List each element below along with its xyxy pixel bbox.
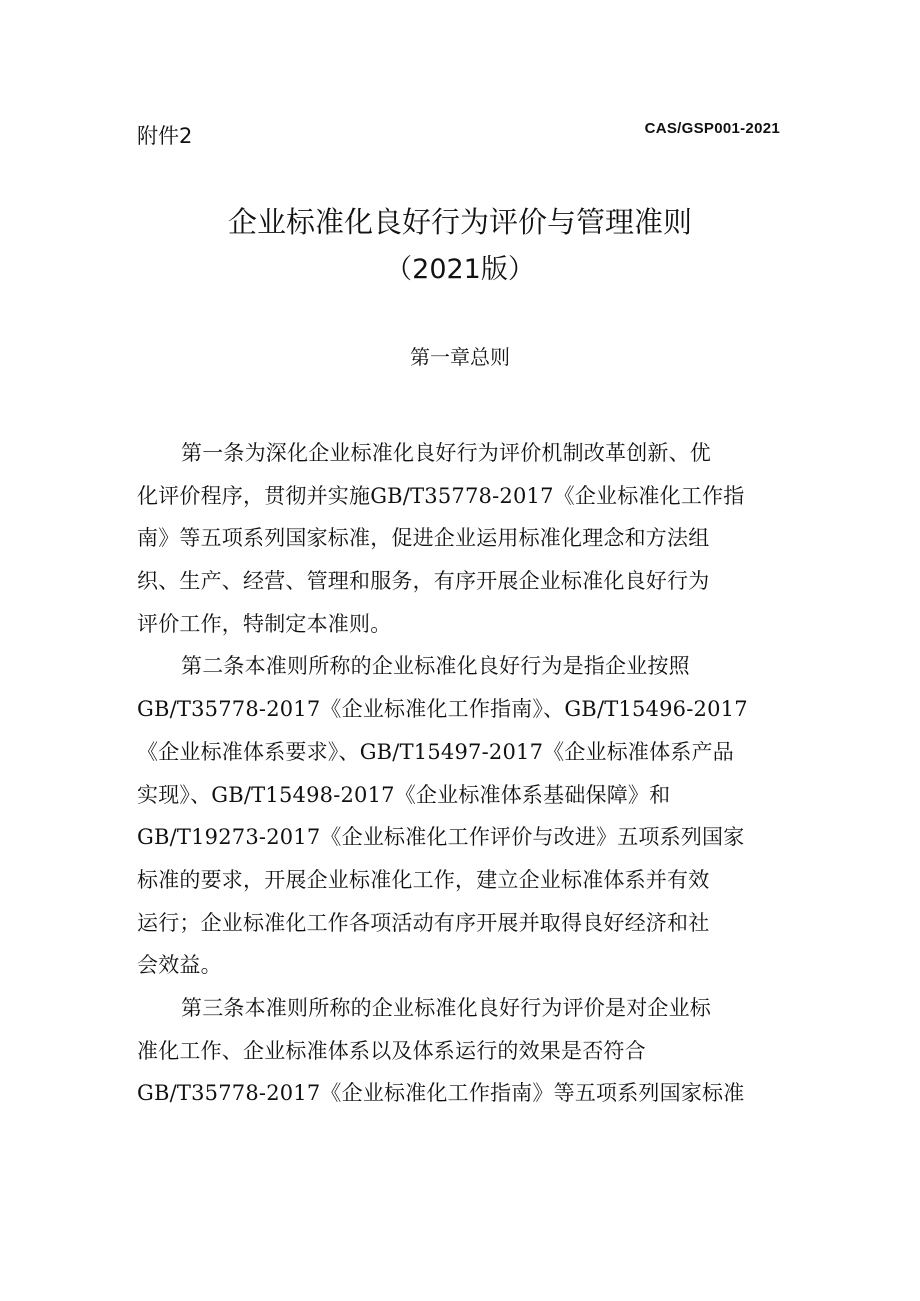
text-line: 第三条本准则所称的企业标准化良好行为评价是对企业标 <box>181 995 711 1020</box>
text-line: 会效益。 <box>137 953 222 978</box>
text-line: 评价工作，特制定本准则。 <box>137 611 392 636</box>
body-text <box>137 432 767 1115</box>
text-line: 织、生产、经营、管理和服务，有序开展企业标准化良好行为 <box>137 569 710 594</box>
text-line: 标准的要求，开展企业标准化工作，建立企业标准体系并有效 <box>137 867 710 892</box>
attachment-label: 附件2 <box>137 124 193 148</box>
text-line: 第二条本准则所称的企业标准化良好行为是指企业按照 <box>181 654 690 679</box>
article-1-paragraph <box>137 432 767 645</box>
text-line: 准化工作、企业标准体系以及体系运行的效果是否符合 <box>137 1038 646 1063</box>
document-subtitle: （2021版） <box>385 254 535 285</box>
text-line: 《企业标准体系要求》、GB/T15497-2017《企业标准体系产品 <box>137 739 734 764</box>
text-line: 运行；企业标准化工作各项活动有序开展并取得良好经济和社 <box>137 910 710 935</box>
text-line: GB/T19273-2017《企业标准化工作评价与改进》五项系列国家 <box>137 825 745 850</box>
article-3-paragraph <box>137 987 767 1115</box>
article-2-paragraph <box>137 645 767 987</box>
text-line: 第一条为深化企业标准化良好行为评价机制改革创新、优 <box>181 441 711 465</box>
text-line: GB/T35778-2017《企业标准化工作指南》、GB/T15496-2017 <box>137 697 748 722</box>
document-title: 企业标准化良好行为评价与管理准则 <box>227 205 692 239</box>
text-line: 化评价程序，贯彻并实施GB/T35778-2017《企业标准化工作指 <box>137 483 745 508</box>
text-line: 南》等五项系列国家标准，促进企业运用标准化理念和方法组 <box>137 526 710 551</box>
text-line: GB/T35778-2017《企业标准化工作指南》等五项系列国家标准 <box>137 1081 745 1106</box>
document-code: CAS/GSP001-2021 <box>644 120 780 137</box>
chapter-heading: 第一章总则 <box>410 345 510 369</box>
text-line: 实现》、GB/T15498-2017《企业标准体系基础保障》和 <box>137 782 671 807</box>
